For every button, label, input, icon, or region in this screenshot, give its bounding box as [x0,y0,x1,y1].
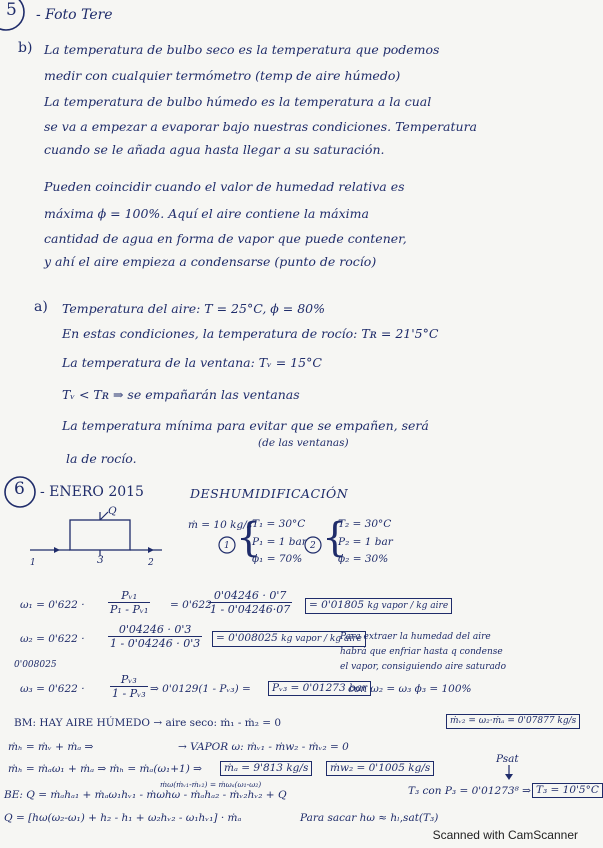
diagram-node-2: 2 [148,558,154,568]
w1-units: kg vapor / kg aire [367,601,449,611]
diagram-node-3: 3 [97,554,104,566]
q5-b-line: medir con cualquier termómetro (temp de aire húmedo) [44,68,401,83]
w1-eq: = 0'622 [170,599,212,611]
w2-den: 1 - 0'04246 · 0'3 [110,637,201,650]
state-2-line: ϕ₂ = 30% [338,553,389,565]
q5-b-label: b) [18,40,33,56]
w3-lhs: ω₃ = 0'622 · [20,683,85,695]
w1-result-box [305,598,452,614]
diagram-q-label: Q [108,505,117,517]
state-1-line: P₁ = 1 bar [252,536,307,548]
q5-number: 5 [6,0,17,20]
mv-box-value: ṁᵥ₂ = ω₂·ṁₐ = 0'07877 kg/s [446,714,580,729]
w3-den: 1 - Pᵥ₃ [112,687,146,700]
note-line: el vapor, consiguiendo aire saturado [340,662,507,672]
q5-b-line: La temperatura de bulbo húmedo es la temperatura a la cual [44,94,432,109]
w2-result-value: = 0'008025 [216,632,278,644]
state-1-line: T₁ = 30°C [252,518,306,530]
mw-box [326,761,434,776]
vapor-balance: → VAPOR ω: ṁᵥ₁ - ṁw₂ - ṁᵥ₂ = 0 [178,741,349,753]
w1-lhs: ω₁ = 0'622 · [20,599,85,611]
w2-units: kg vapor / kg aire [281,634,362,644]
state-1-num: 1 [224,541,230,551]
psat-label: Psat [496,753,519,765]
q5-b-line: La temperatura de bulbo seco es la temperatura que podemos [44,42,440,57]
state-1-brace: { [236,515,262,561]
note-line: Para extraer la humedad del aire [340,632,491,642]
mh-line-1: ṁₕ = ṁᵥ + ṁₐ ⇒ [8,741,94,753]
w2-lhs: ω₂ = 0'622 · [20,633,85,645]
state-2-brace: { [322,515,348,561]
ma-box [220,761,312,776]
q5-a-line: En estas condiciones, la temperatura de rocío: Tʀ = 21'5°C [62,326,439,341]
diagram-node-1: 1 [30,558,36,568]
q5-a-line: Temperatura del aire: T = 25°C, ϕ = 80% [62,301,326,316]
dehumidifier-diagram [26,506,166,568]
q6-number: 6 [14,479,25,499]
w1-result [305,598,452,614]
q6-title: - ENERO 2015 [40,484,144,500]
w2-num: 0'04246 · 0'3 [108,623,202,637]
q5-b-line: cuando se le añada agua hasta llegar a su saturación. [44,142,385,157]
w1-num: Pᵥ₁ [108,589,150,603]
q6-subtitle: DESHUMIDIFICACIÓN [190,486,349,501]
q5-a-label: a) [34,299,48,315]
w2-fraction [108,623,202,650]
w3-result: ⇒ 0'0129(1 - Pᵥ₃) = [150,683,251,695]
para-line: Para sacar hω ≈ hₗ,sat(T₃) [300,812,439,824]
mh-line-2: ṁₕ = ṁₐω₁ + ṁₐ ⇒ ṁₕ = ṁₐ(ω₁+1) ⇒ [8,763,202,775]
q5-b-line: máxima ϕ = 100%. Aquí el aire contiene la máxima [44,206,369,221]
state-2-line: T₂ = 30°C [338,518,392,530]
be-line: BE: Q = ṁₐhₐ₁ + ṁₐω₁hᵥ₁ - ṁωhω - ṁₐhₐ₂ - ṁᵥ₂hᵥ₂ + Q [4,789,287,801]
state-1-line: ϕ₁ = 70% [252,553,303,565]
mv-box [446,714,580,729]
w1-num2: 0'04246 · 0'7 [208,589,292,603]
q5-b-line: y ahí el aire empieza a condensarse (punto de rocío) [44,254,377,269]
scanner-watermark: Scanned with CamScanner [432,828,578,842]
w1-result-value: = 0'01805 [309,599,365,611]
q5-b-line: Pueden coincidir cuando el valor de humedad relativa es [44,179,405,194]
w1-den: P₁ - Pᵥ₁ [110,603,149,616]
w3-pre: 0'008025 [14,660,57,670]
q-line: Q = [hω(ω₂-ω₁) + h₂ - h₁ + ω₂hᵥ₂ - ω₁hᵥ₁] · ṁₐ [4,812,242,824]
be-note: ṁω(ṁᵥ₁-ṁᵥ₂) = ṁωₐ(ω₁-ω₂) [160,780,262,789]
q5-b-line: se va a empezar a evaporar bajo nuestras condiciones. Temperatura [44,119,478,134]
q5-a-line: Tᵥ < Tʀ ⇒ se empañarán las ventanas [62,387,300,402]
w3-fraction [110,673,148,700]
t3-box [532,783,603,798]
q5-a-line: La temperatura mínima para evitar que se empañen, será [62,418,429,433]
w1-den2: 1 - 0'04246·07 [210,603,291,616]
note-line: habrá que enfriar hasta q condense [340,647,503,657]
mw-box-value: ṁw₂ = 0'1005 kg/s [326,761,434,776]
q5-title: - Foto Tere [36,7,113,23]
state-2-num: 2 [310,541,316,551]
mass-flow: ṁ = 10 kg/s [188,519,253,531]
q5-a-note: (de las ventanas) [258,437,349,449]
t3-box-value: T₃ = 10'5°C [532,783,603,798]
w3-cond: con ω₂ = ω₃ ϕ₃ = 100% [348,683,472,695]
w3-num: Pᵥ₃ [110,673,148,687]
w1-fraction-2 [208,589,292,616]
t3-line: T₃ con P₃ = 0'01273⁸ ⇒ [408,785,531,797]
w1-fraction [108,589,150,616]
ma-box-value: ṁₐ = 9'813 kg/s [220,761,312,776]
q5-b-line: cantidad de agua en forma de vapor que puede contener, [44,231,407,246]
q5-a-line: La temperatura de la ventana: Tᵥ = 15°C [62,355,322,370]
q5-a-line: la de rocío. [66,451,137,466]
psat-arrow-icon [503,765,515,781]
w3-box-value: Pᵥ₃ = 0'01273 bar [268,681,371,696]
bm-line: BM: HAY AIRE HÚMEDO → aire seco: ṁ₁ - ṁ₂ = 0 [14,717,282,729]
state-2-line: P₂ = 1 bar [338,536,393,548]
